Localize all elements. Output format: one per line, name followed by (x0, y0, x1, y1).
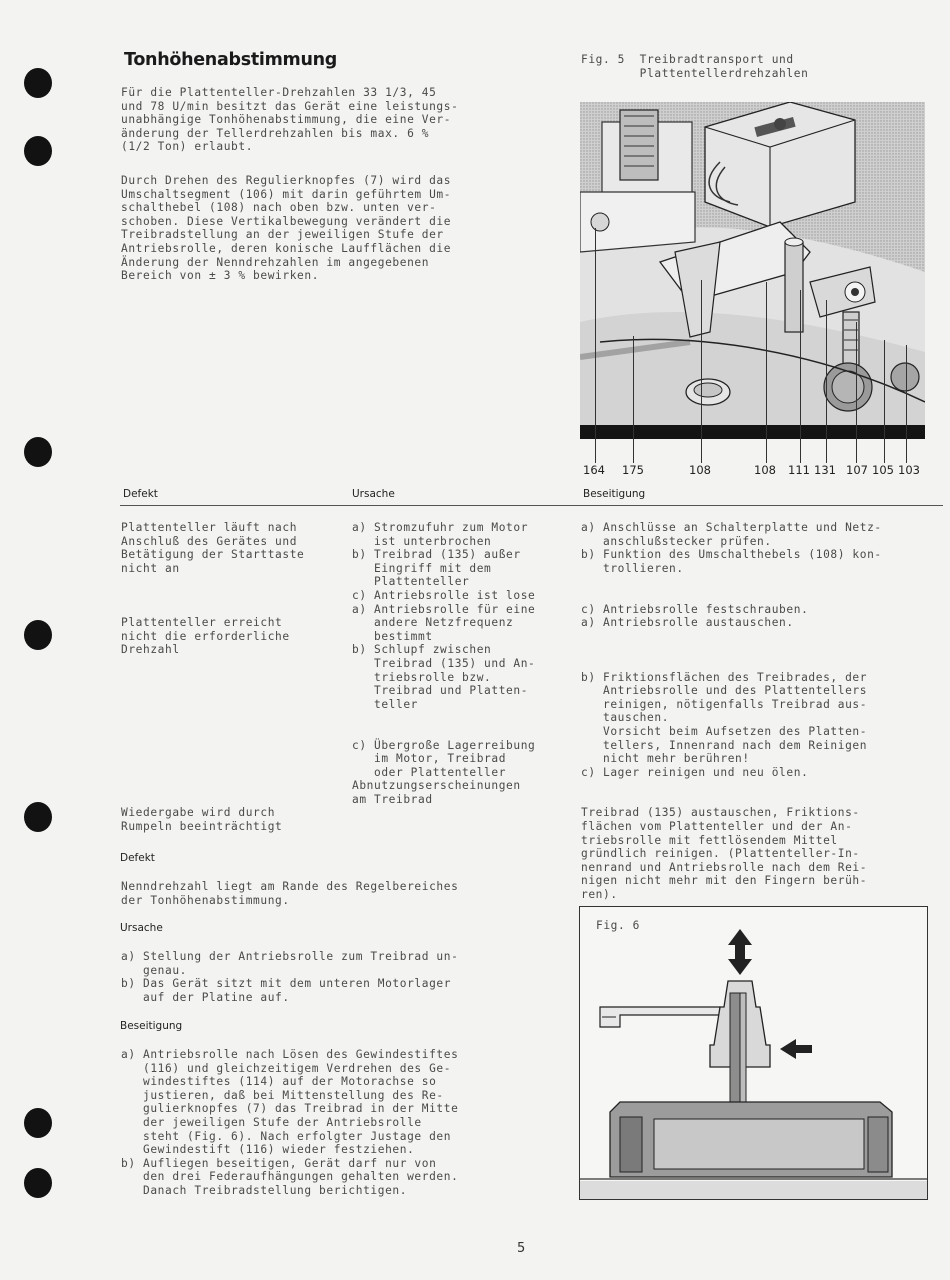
callout-leader (595, 228, 596, 463)
page-title: Tonhöhenabstimmung (124, 50, 337, 70)
callout-leader (633, 336, 634, 463)
binder-hole (24, 1108, 52, 1138)
page-number: 5 (517, 1241, 526, 1256)
section2-ursache-text: a) Stellung der Antriebsrolle zum Treibrad un- genau. b) Das Gerät sitzt mit dem unteren Motorlager auf der Platine auf. (121, 950, 459, 1004)
fig6-illustration (579, 906, 928, 1200)
callout-164: 164 (583, 463, 605, 477)
section2-defekt-label: Defekt (120, 852, 155, 864)
fig5-caption: Fig. 5 Treibradtransport und Plattentellerdrehzahlen (581, 53, 809, 80)
ursache-column: a) Stromzufuhr zum Motor ist unterbrochen b) Treibrad (135) außer Eingriff mit dem Plattenteller c) Antriebsrolle ist lose a) Antriebsrolle für eine andere Netzfrequenz bestimmt b) Schlupf zwischen Treibrad (135) und An- triebsrolle bzw. Treibrad und Platten- teller c) Übergroße Lagerreibung im Motor, Treibrad oder Plattenteller Abnutzungserscheinungen am Treibrad (352, 521, 536, 806)
binder-hole (24, 620, 52, 650)
callout-175: 175 (622, 463, 644, 477)
callout-leader (826, 300, 827, 463)
fig6-caption: Fig. 6 (596, 919, 641, 932)
drive-roller-adjustment-drawing (580, 907, 927, 1199)
turntable-mechanism-illustration (580, 102, 925, 437)
fig5-base-band (580, 425, 925, 439)
binder-hole (24, 136, 52, 166)
callout-leader (856, 322, 857, 463)
callout-131: 131 (814, 463, 836, 477)
callout-108b: 108 (754, 463, 776, 477)
callout-leader (701, 280, 702, 463)
callout-leader (884, 340, 885, 463)
callout-103: 103 (898, 463, 920, 477)
intro-paragraph-1: Für die Plattenteller-Drehzahlen 33 1/3, 45 und 78 U/min besitzt das Gerät eine leistungs- unabhängige Tonhöhenabstimmung, die eine Ver- änderung der Tellerdrehzahlen bis max. 6 % (1/2 Ton) erlaubt. (121, 86, 459, 154)
binder-hole (24, 437, 52, 467)
callout-111: 111 (788, 463, 810, 477)
callout-leader (800, 290, 801, 463)
callout-107: 107 (846, 463, 868, 477)
defekt-column: Plattenteller läuft nach Anschluß des Gerätes und Betätigung der Starttaste nicht an Plattenteller erreicht nicht die erforderliche Drehzahl Wiedergabe wird durch Rumpeln beeinträchtigt (121, 521, 305, 834)
column-header-beseitigung: Beseitigung (583, 488, 646, 500)
section2-ursache-label: Ursache (120, 922, 163, 934)
section2-defekt-text: Nenndrehzahl liegt am Rande des Regelbereiches der Tonhöhenabstimmung. (121, 880, 459, 907)
callout-105: 105 (872, 463, 894, 477)
callout-leader (906, 345, 907, 463)
intro-paragraph-2: Durch Drehen des Regulierknopfes (7) wird das Umschaltsegment (106) mit darin geführtem Um- schalthebel (108) nach oben bzw. unten ver- schoben. Diese Vertikalbewegung verändert die Treibradstellung an der jeweiligen Stufe der Antriebsrolle, deren konische Laufflächen die Änderung der Nenndrehzahlen im angegebenen Bereich von ± 3 % bewirken. (121, 174, 452, 283)
section2-beseitigung-text: a) Antriebsrolle nach Lösen des Gewindestiftes (116) und gleichzeitigem Verdrehen des Ge- windestiftes (114) auf der Motorachse so justieren, daß bei Mittenstellung des Re- gulierknopfes (7) das Treibrad in der Mitte der jeweiligen Stufe der Antriebsrolle steht (Fig. 6). Nach erfolgter Justage den Gewindestift (116) wieder festziehen. b) Aufliegen beseitigen, Gerät darf nur von den drei Federaufhängungen gehalten werden. Danach Treibradstellung berichtigen. (121, 1048, 459, 1197)
column-header-defekt: Defekt (123, 488, 158, 500)
fig5-illustration (580, 102, 925, 437)
binder-hole (24, 1168, 52, 1198)
beseitigung-column: a) Anschlüsse an Schalterplatte und Netz- anschlußstecker prüfen. b) Funktion des Umschalthebels (108) kon- trollieren. c) Antriebsrolle festschrauben. a) Antriebsrolle austauschen. b) Friktionsflächen des Treibrades, der Antriebsrolle und des Plattentellers reinigen, nötigenfalls Treibrad aus- tauschen. Vorsicht beim Aufsetzen des Platten- tellers, Innenrand nach dem Reinigen nicht mehr berühren! c) Lager reinigen und neu ölen. Treibrad (135) austauschen, Friktions- flächen vom Plattenteller und der An- triebsrolle mit fettlösendem Mittel gründlich reinigen. (Plattenteller-In- nenrand und Antriebsrolle nach dem Rei- nigen nicht mehr mit den Fingern berüh- ren). (581, 521, 882, 902)
callout-leader (766, 282, 767, 463)
binder-hole (24, 802, 52, 832)
table-header-rule (120, 505, 943, 506)
binder-hole (24, 68, 52, 98)
section2-beseitigung-label: Beseitigung (120, 1020, 183, 1032)
callout-108: 108 (689, 463, 711, 477)
column-header-ursache: Ursache (352, 488, 395, 500)
